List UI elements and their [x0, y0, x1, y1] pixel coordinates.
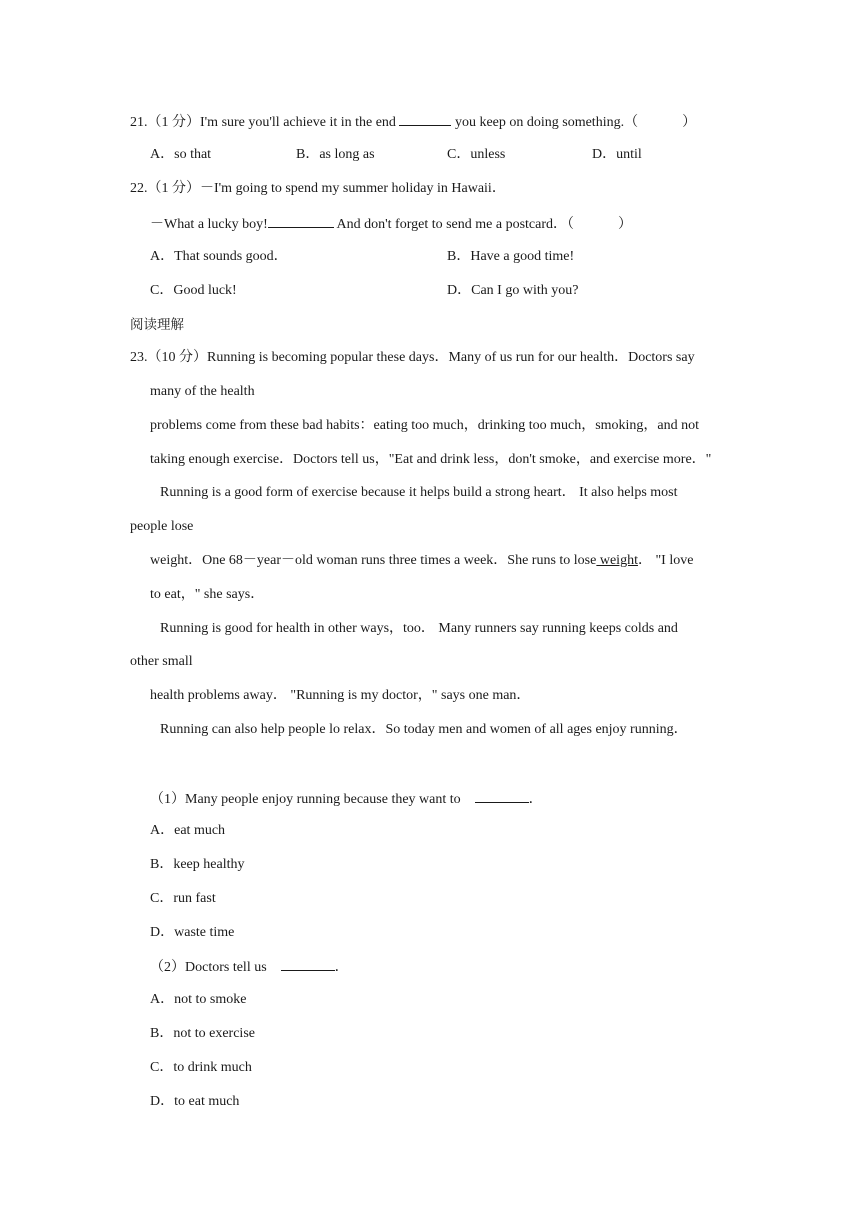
sub1-blank[interactable]	[475, 788, 529, 803]
q22-line2-after: And don't forget to send me a postcard．（	[333, 217, 575, 232]
sub2-stem-text: （2）Doctors tell us	[150, 960, 267, 975]
option-letter: B．	[296, 147, 320, 162]
option-letter: C．	[150, 1060, 174, 1075]
sub2-stem-end: ．	[334, 960, 349, 975]
option-letter: A．	[150, 823, 175, 838]
underlined-word: weight	[596, 553, 638, 568]
q22-line2-before: －What a lucky boy!	[150, 217, 268, 232]
q21-option-b[interactable]	[296, 145, 375, 165]
option-letter: C．	[150, 283, 174, 298]
option-text: so that	[174, 147, 212, 162]
option-letter: D．	[592, 147, 617, 162]
sub1-stem-text: （1）Many people enjoy running because they want to	[150, 792, 461, 807]
q23-sub2-option-c[interactable]	[150, 1058, 252, 1078]
q21-number: 21.	[130, 115, 148, 130]
q23-passage-line: many of the health	[150, 384, 255, 399]
option-text: not to exercise	[173, 1026, 255, 1041]
q23-sub1-stem	[150, 788, 543, 810]
q22-option-c[interactable]	[150, 281, 237, 301]
option-letter: A．	[150, 992, 175, 1007]
q23-passage-line: taking enough exercise．Doctors tell us，"Eat and drink less，don't smoke，and exercise more．"	[150, 452, 712, 467]
option-text: until	[616, 147, 642, 162]
q23-passage-line	[150, 551, 693, 571]
q21-stem	[130, 111, 696, 133]
q22-paren-close: ）	[618, 217, 633, 232]
q21-score: （1 分）	[147, 115, 200, 130]
option-letter: C．	[150, 891, 174, 906]
option-text: That sounds good．	[174, 249, 288, 264]
q22-option-a[interactable]	[150, 247, 288, 267]
q21-text-after: you keep on doing something.（	[451, 115, 639, 130]
q23-passage-line: to eat，" she says．	[150, 587, 265, 602]
q23-sub2-stem	[150, 956, 349, 978]
q22-blank[interactable]	[268, 213, 334, 228]
option-text: waste time	[174, 925, 235, 940]
q23-passage-line: Running can also help people lo relax．So today men and women of all ages enjoy running．	[160, 722, 688, 737]
option-text: eat much	[174, 823, 226, 838]
option-text: Good luck!	[173, 283, 237, 298]
passage-text: ． "I love	[637, 553, 694, 568]
sub2-blank[interactable]	[281, 956, 335, 971]
q23-sub2-option-d[interactable]	[150, 1092, 239, 1112]
option-letter: D．	[150, 925, 175, 940]
passage-text: Running is becoming popular these days．Many of us run for our health．Doctors say	[207, 350, 695, 365]
q23-number: 23.	[130, 350, 148, 365]
option-text: Have a good time!	[470, 249, 575, 264]
q23-passage-line: problems come from these bad habits：eating too much，drinking too much，smoking，and not	[150, 418, 700, 433]
q22-option-d[interactable]	[447, 281, 578, 301]
q23-score: （10 分）	[147, 350, 207, 365]
option-text: run fast	[173, 891, 216, 906]
q23-sub1-option-c[interactable]	[150, 889, 216, 909]
option-letter: D．	[447, 283, 472, 298]
q23-passage-line: health problems away． "Running is my doctor，" says one man．	[150, 688, 531, 703]
q22-stem	[130, 179, 506, 199]
q23-passage-line: Running is a good form of exercise because it helps build a strong heart． It also helps most	[160, 485, 678, 500]
q22-number: 22.	[130, 181, 148, 196]
q23-sub1-option-b[interactable]	[150, 855, 244, 875]
option-text: to drink much	[173, 1060, 252, 1075]
option-letter: A．	[150, 249, 175, 264]
option-text: Can I go with you?	[471, 283, 579, 298]
q23-passage-line: Running is good for health in other ways，too． Many runners say running keeps colds and	[160, 621, 678, 636]
option-text: not to smoke	[174, 992, 247, 1007]
section-title: 阅读理解	[130, 317, 184, 333]
q23-passage-line: other small	[130, 654, 193, 669]
option-letter: D．	[150, 1094, 175, 1109]
q21-paren-close: ）	[682, 115, 697, 130]
option-letter: B．	[150, 857, 174, 872]
q21-blank[interactable]	[399, 111, 451, 126]
option-text: to eat much	[174, 1094, 240, 1109]
q22-line1: －I'm going to spend my summer holiday in Hawaii．	[200, 181, 506, 196]
q23-sub1-option-d[interactable]	[150, 923, 234, 943]
q21-option-c[interactable]	[447, 145, 505, 165]
option-text: keep healthy	[173, 857, 245, 872]
option-text: unless	[470, 147, 506, 162]
passage-text: weight．One 68－year－old woman runs three times a week．She runs to lose	[150, 553, 597, 568]
q23-passage-line: people lose	[130, 519, 194, 534]
q23-sub1-option-a[interactable]	[150, 821, 225, 841]
option-letter: B．	[447, 249, 471, 264]
q22-score: （1 分）	[147, 181, 200, 196]
sub1-stem-end: ．	[528, 792, 543, 807]
q22-option-b[interactable]	[447, 247, 574, 267]
q23-sub2-option-a[interactable]	[150, 990, 246, 1010]
q21-text-before: I'm sure you'll achieve it in the end	[200, 115, 400, 130]
option-text: as long as	[319, 147, 375, 162]
q22-line2	[150, 213, 632, 235]
q23-sub2-option-b[interactable]	[150, 1024, 255, 1044]
option-letter: C．	[447, 147, 471, 162]
q21-option-a[interactable]	[150, 145, 211, 165]
option-letter: B．	[150, 1026, 174, 1041]
q21-option-d[interactable]	[592, 145, 642, 165]
q23-passage-line	[130, 348, 695, 368]
option-letter: A．	[150, 147, 175, 162]
